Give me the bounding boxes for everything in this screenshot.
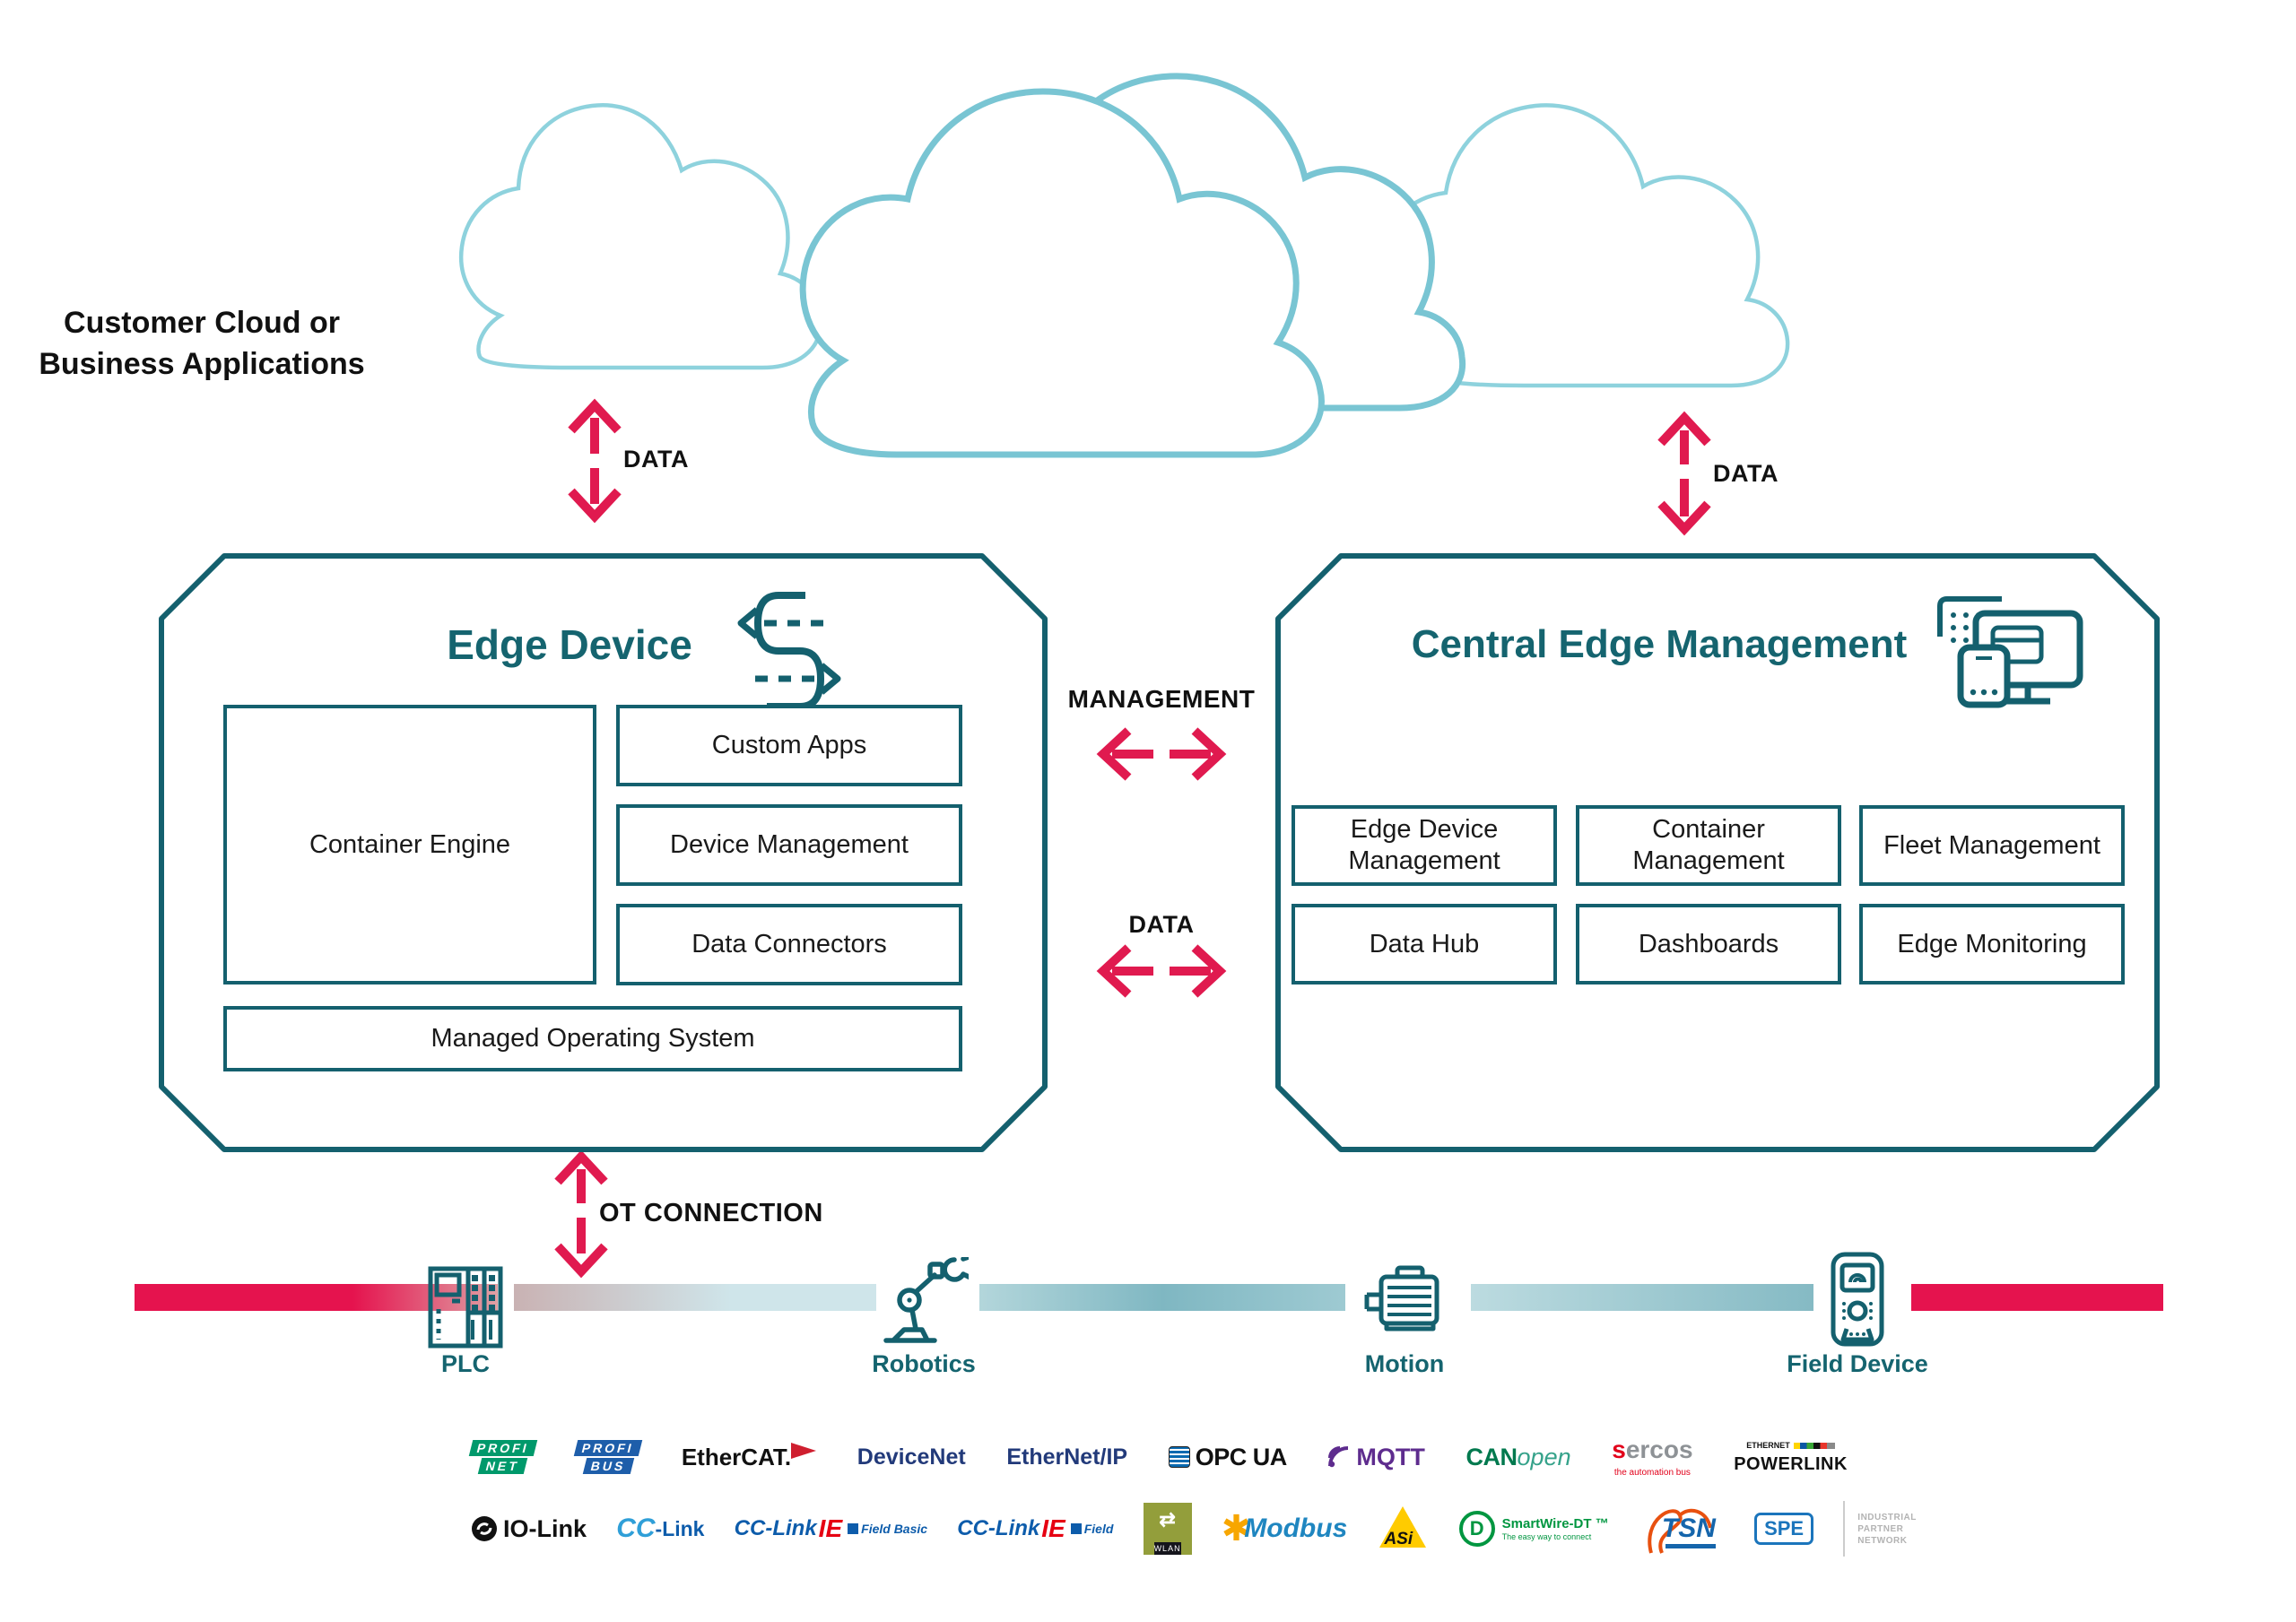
cclink-ief-field: Field <box>1083 1522 1114 1536</box>
sercos-tagline: the automation bus <box>1613 1467 1691 1478</box>
smartwire-d-icon: D <box>1459 1511 1495 1547</box>
robotics-icon <box>879 1257 969 1345</box>
mqtt-signal-icon <box>1327 1445 1351 1469</box>
data-mid-arrows-icon <box>1103 948 1220 994</box>
modbus-gear-icon: ✱ <box>1221 1509 1252 1548</box>
logo-industrial-partner-network <box>1843 1501 1917 1557</box>
powerlink-top <box>1746 1442 1835 1450</box>
spe-text: SPE <box>1754 1513 1813 1545</box>
data-label-right: DATA <box>1713 460 1779 487</box>
logo-canopen <box>1466 1444 1571 1471</box>
smartwire-name: SmartWire-DT ™ <box>1501 1516 1609 1532</box>
modbus-text: Modbus <box>1244 1514 1348 1543</box>
data-arrow-right-icon <box>1661 418 1708 529</box>
powerlink-pixels-icon <box>1794 1443 1835 1449</box>
field-device-icon <box>1819 1252 1896 1349</box>
logo-powerlink <box>1734 1442 1848 1473</box>
protocol-logos-row1 <box>471 1427 1848 1487</box>
managed-os-box: Managed Operating System <box>223 1006 962 1071</box>
ot-connection-arrow-icon <box>558 1157 604 1271</box>
ipn-line1: INDUSTRIAL <box>1857 1512 1917 1522</box>
edge-monitoring-box: Edge Monitoring <box>1859 904 2125 984</box>
data-mid-label: DATA <box>1128 911 1195 938</box>
device-management-box: Device Management <box>616 804 962 886</box>
ipn-divider <box>1843 1501 1845 1557</box>
field-bar-segment-5 <box>1911 1284 2163 1311</box>
profinet-line2: NET <box>478 1458 528 1474</box>
field-device-label: Field Device <box>1787 1350 1928 1377</box>
central-edge-management-title: Central Edge Management <box>1411 622 1908 666</box>
opc-ua-text: OPC UA <box>1195 1443 1287 1470</box>
cloud-label-line1: Customer Cloud or <box>64 306 340 340</box>
logo-smartwire-dt <box>1459 1511 1609 1547</box>
custom-apps-box: Custom Apps <box>616 705 962 786</box>
data-hub-box: Data Hub <box>1292 904 1557 984</box>
logo-asi <box>1377 1506 1429 1551</box>
logo-profibus <box>576 1440 640 1474</box>
io-link-circle-icon <box>471 1515 498 1542</box>
cclink-iefb-square-icon <box>848 1523 858 1534</box>
container-engine-box: Container Engine <box>223 705 596 984</box>
logo-profinet <box>471 1440 535 1474</box>
profinet-line1: PROFI <box>469 1440 537 1456</box>
sercos-text <box>1612 1437 1692 1462</box>
logo-modbus <box>1221 1509 1348 1548</box>
cc-link-cc: CC <box>616 1514 656 1543</box>
opc-ua-globe-icon <box>1169 1446 1190 1468</box>
tsn-underline <box>1665 1544 1716 1548</box>
mqtt-text: MQTT <box>1356 1443 1425 1470</box>
logo-wlan <box>1144 1503 1192 1555</box>
logo-cc-link <box>616 1514 704 1544</box>
smartwire-textblock <box>1502 1516 1609 1540</box>
data-arrow-left-icon <box>571 405 618 516</box>
logo-tsn <box>1639 1501 1725 1557</box>
container-management-box: Container Management <box>1576 805 1841 886</box>
plc-icon <box>428 1266 503 1349</box>
devicenet-text: DeviceNet <box>857 1444 966 1470</box>
logo-mqtt <box>1327 1444 1424 1471</box>
robotics-label: Robotics <box>872 1350 976 1377</box>
motion-label: Motion <box>1364 1350 1445 1377</box>
cc-link-link: -Link <box>655 1516 705 1540</box>
cclink-ief-cc: CC-Link <box>957 1516 1040 1540</box>
wlan-arrows-icon: ⇄ <box>1159 1508 1176 1531</box>
management-label: MANAGEMENT <box>1067 685 1256 713</box>
ipn-textblock <box>1857 1512 1917 1547</box>
edge-device-title: Edge Device <box>447 621 692 668</box>
cloud-label <box>0 303 404 386</box>
profibus-line1: PROFI <box>574 1440 642 1456</box>
logo-sercos <box>1612 1437 1692 1478</box>
cclink-ief-ie: IE <box>1041 1514 1065 1542</box>
logo-ethercat <box>682 1444 816 1471</box>
cclink-iefb-ie: IE <box>818 1514 843 1542</box>
io-link-text: IO-Link <box>503 1514 587 1542</box>
sercos-rest: ercos <box>1625 1435 1693 1463</box>
canopen-open: open <box>1517 1443 1571 1470</box>
cloud-label-line2: Business Applications <box>39 346 365 381</box>
data-connectors-box: Data Connectors <box>616 904 962 985</box>
canopen-can: CAN <box>1465 1443 1518 1470</box>
sercos-s: s <box>1612 1435 1626 1463</box>
wlan-text: WLAN <box>1153 1544 1181 1553</box>
edge-device-management-box: Edge Device Management <box>1292 805 1557 886</box>
powerlink-ethernet: ETHERNET <box>1746 1440 1790 1450</box>
cclink-iefb-field: Field Basic <box>861 1522 928 1536</box>
logo-devicenet <box>857 1444 966 1470</box>
management-arrows-icon <box>1103 731 1220 777</box>
profibus-line2: BUS <box>583 1458 634 1474</box>
plc-label: PLC <box>441 1350 490 1377</box>
tsn-text: TSN <box>1661 1514 1716 1543</box>
data-label-left: DATA <box>623 446 689 473</box>
ethercat-arrow-icon <box>791 1443 816 1459</box>
logo-opc-ua <box>1169 1444 1287 1471</box>
field-bar-segment-2 <box>514 1284 876 1311</box>
asi-text: ASi <box>1384 1530 1413 1548</box>
ethernet-ip-text: EtherNet/IP <box>1006 1444 1128 1470</box>
cclink-iefb-cc: CC-Link <box>734 1516 817 1540</box>
motion-icon <box>1360 1262 1449 1341</box>
logo-spe <box>1754 1513 1813 1545</box>
logo-cc-link-ie-field-basic <box>735 1514 927 1543</box>
field-bar-segment-3 <box>979 1284 1345 1311</box>
fleet-management-box: Fleet Management <box>1859 805 2125 886</box>
logo-io-link <box>471 1515 587 1543</box>
dashboards-box: Dashboards <box>1576 904 1841 984</box>
powerlink-text: POWERLINK <box>1734 1453 1848 1474</box>
ipn-line2: PARTNER <box>1857 1523 1904 1534</box>
field-bar-segment-4 <box>1471 1284 1813 1311</box>
protocol-logos-row2 <box>471 1490 1917 1567</box>
logo-cc-link-ie-field <box>957 1514 1113 1543</box>
ethercat-text: EtherCAT. <box>681 1443 792 1470</box>
smartwire-tagline: The easy way to connect <box>1501 1531 1592 1541</box>
logo-ethernet-ip <box>1006 1444 1127 1470</box>
cloud-left-icon <box>461 105 821 368</box>
ot-connection-label: OT CONNECTION <box>599 1199 823 1227</box>
cclink-ief-square-icon <box>1071 1523 1082 1534</box>
ipn-line3: NETWORK <box>1857 1535 1908 1546</box>
